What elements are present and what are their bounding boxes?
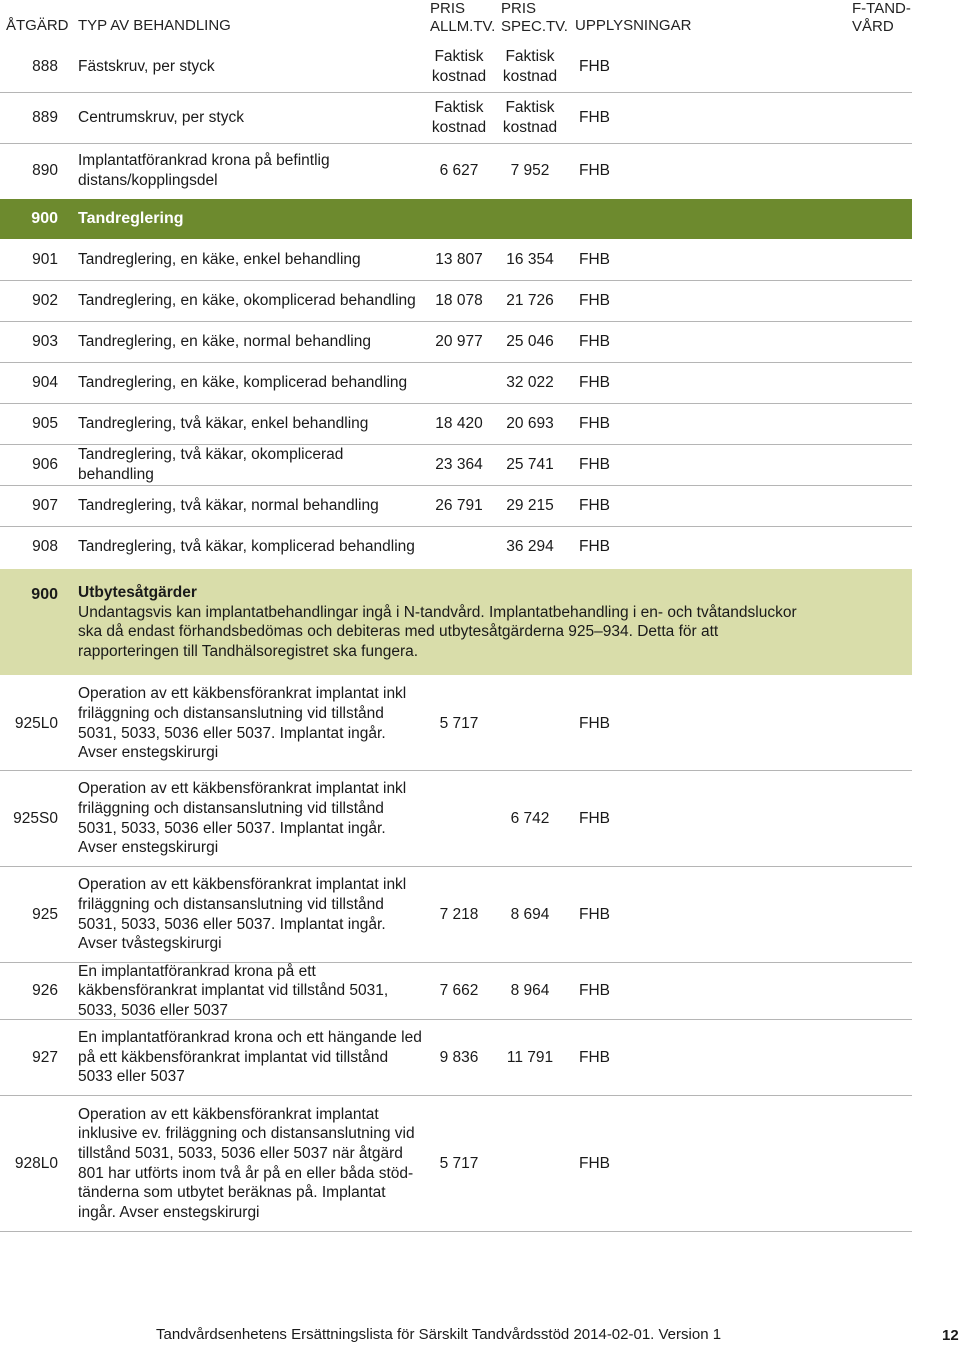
- row-price-general: [425, 527, 493, 567]
- row-price-special: 25 741: [506, 456, 554, 474]
- row-description: Operation av ett käkbensförankrat implantat inklusive ev. friläggning och distansanslutning vid tillstånd 5031, 5033, 5036 eller 5037 när åtgärd 801 har utförts inom två år på en eller båda stöd-tänderna som utbytet beräknas på. Implantat ingår. Avser enstegskirurgi: [78, 1105, 415, 1221]
- row-price-general: [425, 363, 493, 403]
- row-code: 901: [32, 251, 58, 268]
- row-price-special: 29 215: [506, 497, 554, 515]
- row-info: FHB: [579, 251, 610, 268]
- row-price-general: 7 662: [439, 982, 479, 1000]
- table-row: [0, 867, 912, 963]
- row-code: 927: [32, 1048, 58, 1066]
- row-info: FHB: [579, 109, 610, 126]
- header-info: UPPLYSNINGAR: [575, 17, 692, 34]
- table-row: [0, 363, 912, 404]
- table-row: [0, 527, 912, 567]
- row-code: 890: [32, 161, 58, 179]
- row-description: Tandreglering, två käkar, enkel behandling: [78, 415, 369, 433]
- row-code: 925: [32, 905, 58, 923]
- row-price-general: [425, 771, 493, 866]
- row-code: 904: [32, 374, 58, 391]
- row-code: 906: [32, 456, 58, 473]
- row-price-general: 18 420: [435, 415, 483, 433]
- footer-text: Tandvårdsenhetens Ersättningslista för Särskilt Tandvårdsstöd 2014-02-01. Version 1: [156, 1326, 722, 1343]
- section-body: Undantagsvis kan implantatbehandlingar ingå i N-tandvård. Implantatbehandling i en- och tvåtandsluckor ska då endast förhandsbedömas och debiteras med utbytesåtgärderna 925–934. Detta för att rapporteringen till Tandhälsoregistret ska fungera.: [78, 603, 797, 660]
- row-info: FHB: [579, 714, 610, 732]
- row-info: FHB: [579, 538, 610, 555]
- header-price-general: PRIS ALLM.TV.: [430, 0, 496, 35]
- row-price-general: 13 807: [435, 251, 483, 269]
- row-info: FHB: [579, 415, 610, 432]
- row-description: En implantatförankrad krona och ett hängande led på ett käkbensförankrat implantat vid tillstånd 5033 eller 5037: [78, 1029, 422, 1086]
- row-info: FHB: [579, 905, 610, 923]
- row-code: 908: [32, 538, 58, 555]
- table-row: [0, 281, 912, 322]
- section-header-orthodontics: [0, 199, 912, 239]
- section-title: Tandreglering: [78, 210, 184, 227]
- row-description: Operation av ett käkbensförankrat implantat inkl friläggning och distansanslutning vid tillstånd 5031, 5033, 5036 eller 5037. Implantat ingår. Avser enstegskirurgi: [78, 685, 407, 762]
- row-description: Tandreglering, en käke, komplicerad behandling: [78, 374, 408, 392]
- row-price-general: Faktisk kostnad: [431, 48, 487, 85]
- row-price-special: 8 964: [510, 982, 550, 1000]
- row-code: 889: [32, 109, 58, 126]
- row-price-general: Faktisk kostnad: [431, 99, 487, 136]
- row-price-general: 5 717: [439, 1154, 479, 1172]
- table-row: [0, 486, 912, 527]
- row-info: FHB: [579, 58, 610, 75]
- row-info: FHB: [579, 1154, 610, 1172]
- row-price-special: 25 046: [506, 333, 554, 351]
- row-info: FHB: [579, 497, 610, 514]
- table-row: [0, 771, 912, 867]
- table-row: [0, 42, 912, 93]
- table-row: [0, 93, 912, 144]
- table-row: [0, 963, 912, 1020]
- table-row: [0, 1096, 912, 1232]
- row-info: FHB: [579, 333, 610, 350]
- table-header: [0, 0, 960, 40]
- row-price-special: Faktisk kostnad: [502, 48, 558, 85]
- row-price-general: 5 717: [439, 714, 479, 732]
- section-code: 900: [31, 586, 58, 603]
- table-row: [0, 404, 912, 445]
- row-description: Tandreglering, två käkar, komplicerad behandling: [78, 538, 415, 556]
- header-ftandvard: F-TAND- VÅRD: [852, 0, 911, 35]
- row-code: 903: [32, 333, 58, 350]
- row-info: FHB: [579, 374, 610, 391]
- row-code: 907: [32, 497, 58, 514]
- table-row: [0, 240, 912, 281]
- header-price-special: PRIS SPEC.TV.: [501, 0, 568, 35]
- row-description: Fästskruv, per styck: [78, 58, 215, 76]
- row-info: FHB: [579, 1048, 610, 1066]
- row-price-general: 7 218: [439, 905, 479, 923]
- row-description: Operation av ett käkbensförankrat implantat inkl friläggning och distansanslutning vid tillstånd 5031, 5033, 5036 eller 5037. Implantat ingår. Avser tvåstegskirurgi: [78, 876, 407, 953]
- row-price-special: [496, 1096, 564, 1231]
- row-description: Tandreglering, två käkar, normal behandling: [78, 497, 379, 515]
- row-price-special: 20 693: [506, 415, 554, 433]
- row-price-special: Faktisk kostnad: [502, 99, 558, 136]
- row-price-special: 36 294: [506, 538, 554, 556]
- row-info: FHB: [579, 456, 610, 473]
- row-info: FHB: [579, 292, 610, 309]
- table-row: [0, 144, 912, 197]
- row-description: Tandreglering, en käke, okomplicerad behandling: [78, 292, 416, 310]
- table-row: [0, 1020, 912, 1096]
- row-price-general: 23 364: [435, 456, 483, 474]
- section-text: [78, 583, 798, 661]
- row-description: Centrumskruv, per styck: [78, 109, 244, 127]
- row-description: Operation av ett käkbensförankrat implantat inkl friläggning och distansanslutning vid tillstånd 5031, 5033, 5036 eller 5037. Implantat ingår. Avser enstegskirurgi: [78, 780, 407, 857]
- row-code: 905: [32, 415, 58, 432]
- row-description: Tandreglering, en käke, enkel behandling: [78, 251, 361, 269]
- table-row: [0, 677, 912, 771]
- page-number: 12: [942, 1327, 959, 1344]
- row-description: Tandreglering, två käkar, okomplicerad behandling: [78, 446, 344, 483]
- row-description: En implantatförankrad krona på ett käkbensförankrat implantat vid tillstånd 5031, 5033, 5036 eller 5037: [78, 962, 389, 1019]
- table-row: [0, 445, 912, 486]
- row-description: Implantatförankrad krona på befintlig distans/kopplingsdel: [78, 151, 330, 189]
- row-code: 928L0: [14, 1154, 58, 1172]
- row-price-special: 7 952: [510, 161, 550, 179]
- section-header-replacement: [0, 569, 912, 675]
- row-price-special: 21 726: [506, 292, 554, 310]
- row-description: Tandreglering, en käke, normal behandling: [78, 333, 371, 351]
- row-info: FHB: [579, 809, 610, 827]
- row-info: FHB: [579, 982, 610, 999]
- row-price-special: 16 354: [506, 251, 554, 269]
- row-price-general: 18 078: [435, 292, 483, 310]
- row-price-general: 9 836: [439, 1048, 479, 1066]
- row-price-special: 8 694: [510, 905, 550, 923]
- header-treatment: TYP AV BEHANDLING: [78, 17, 231, 34]
- row-price-general: 20 977: [435, 333, 483, 351]
- row-code: 925S0: [13, 809, 58, 827]
- row-price-special: 11 791: [506, 1048, 554, 1066]
- row-price-special: [496, 677, 564, 770]
- section-code: 900: [31, 210, 58, 227]
- section-title: Utbytesåtgärder: [78, 584, 197, 601]
- row-code: 925L0: [14, 714, 58, 732]
- row-price-special: 6 742: [510, 809, 550, 827]
- row-price-general: 6 627: [439, 161, 479, 179]
- header-action: ÅTGÄRD: [6, 17, 69, 34]
- table-row: [0, 322, 912, 363]
- row-code: 888: [32, 58, 58, 75]
- row-price-special: 32 022: [506, 374, 554, 392]
- row-code: 926: [32, 982, 58, 999]
- row-price-general: 26 791: [435, 497, 483, 515]
- row-code: 902: [32, 292, 58, 309]
- row-info: FHB: [579, 161, 610, 179]
